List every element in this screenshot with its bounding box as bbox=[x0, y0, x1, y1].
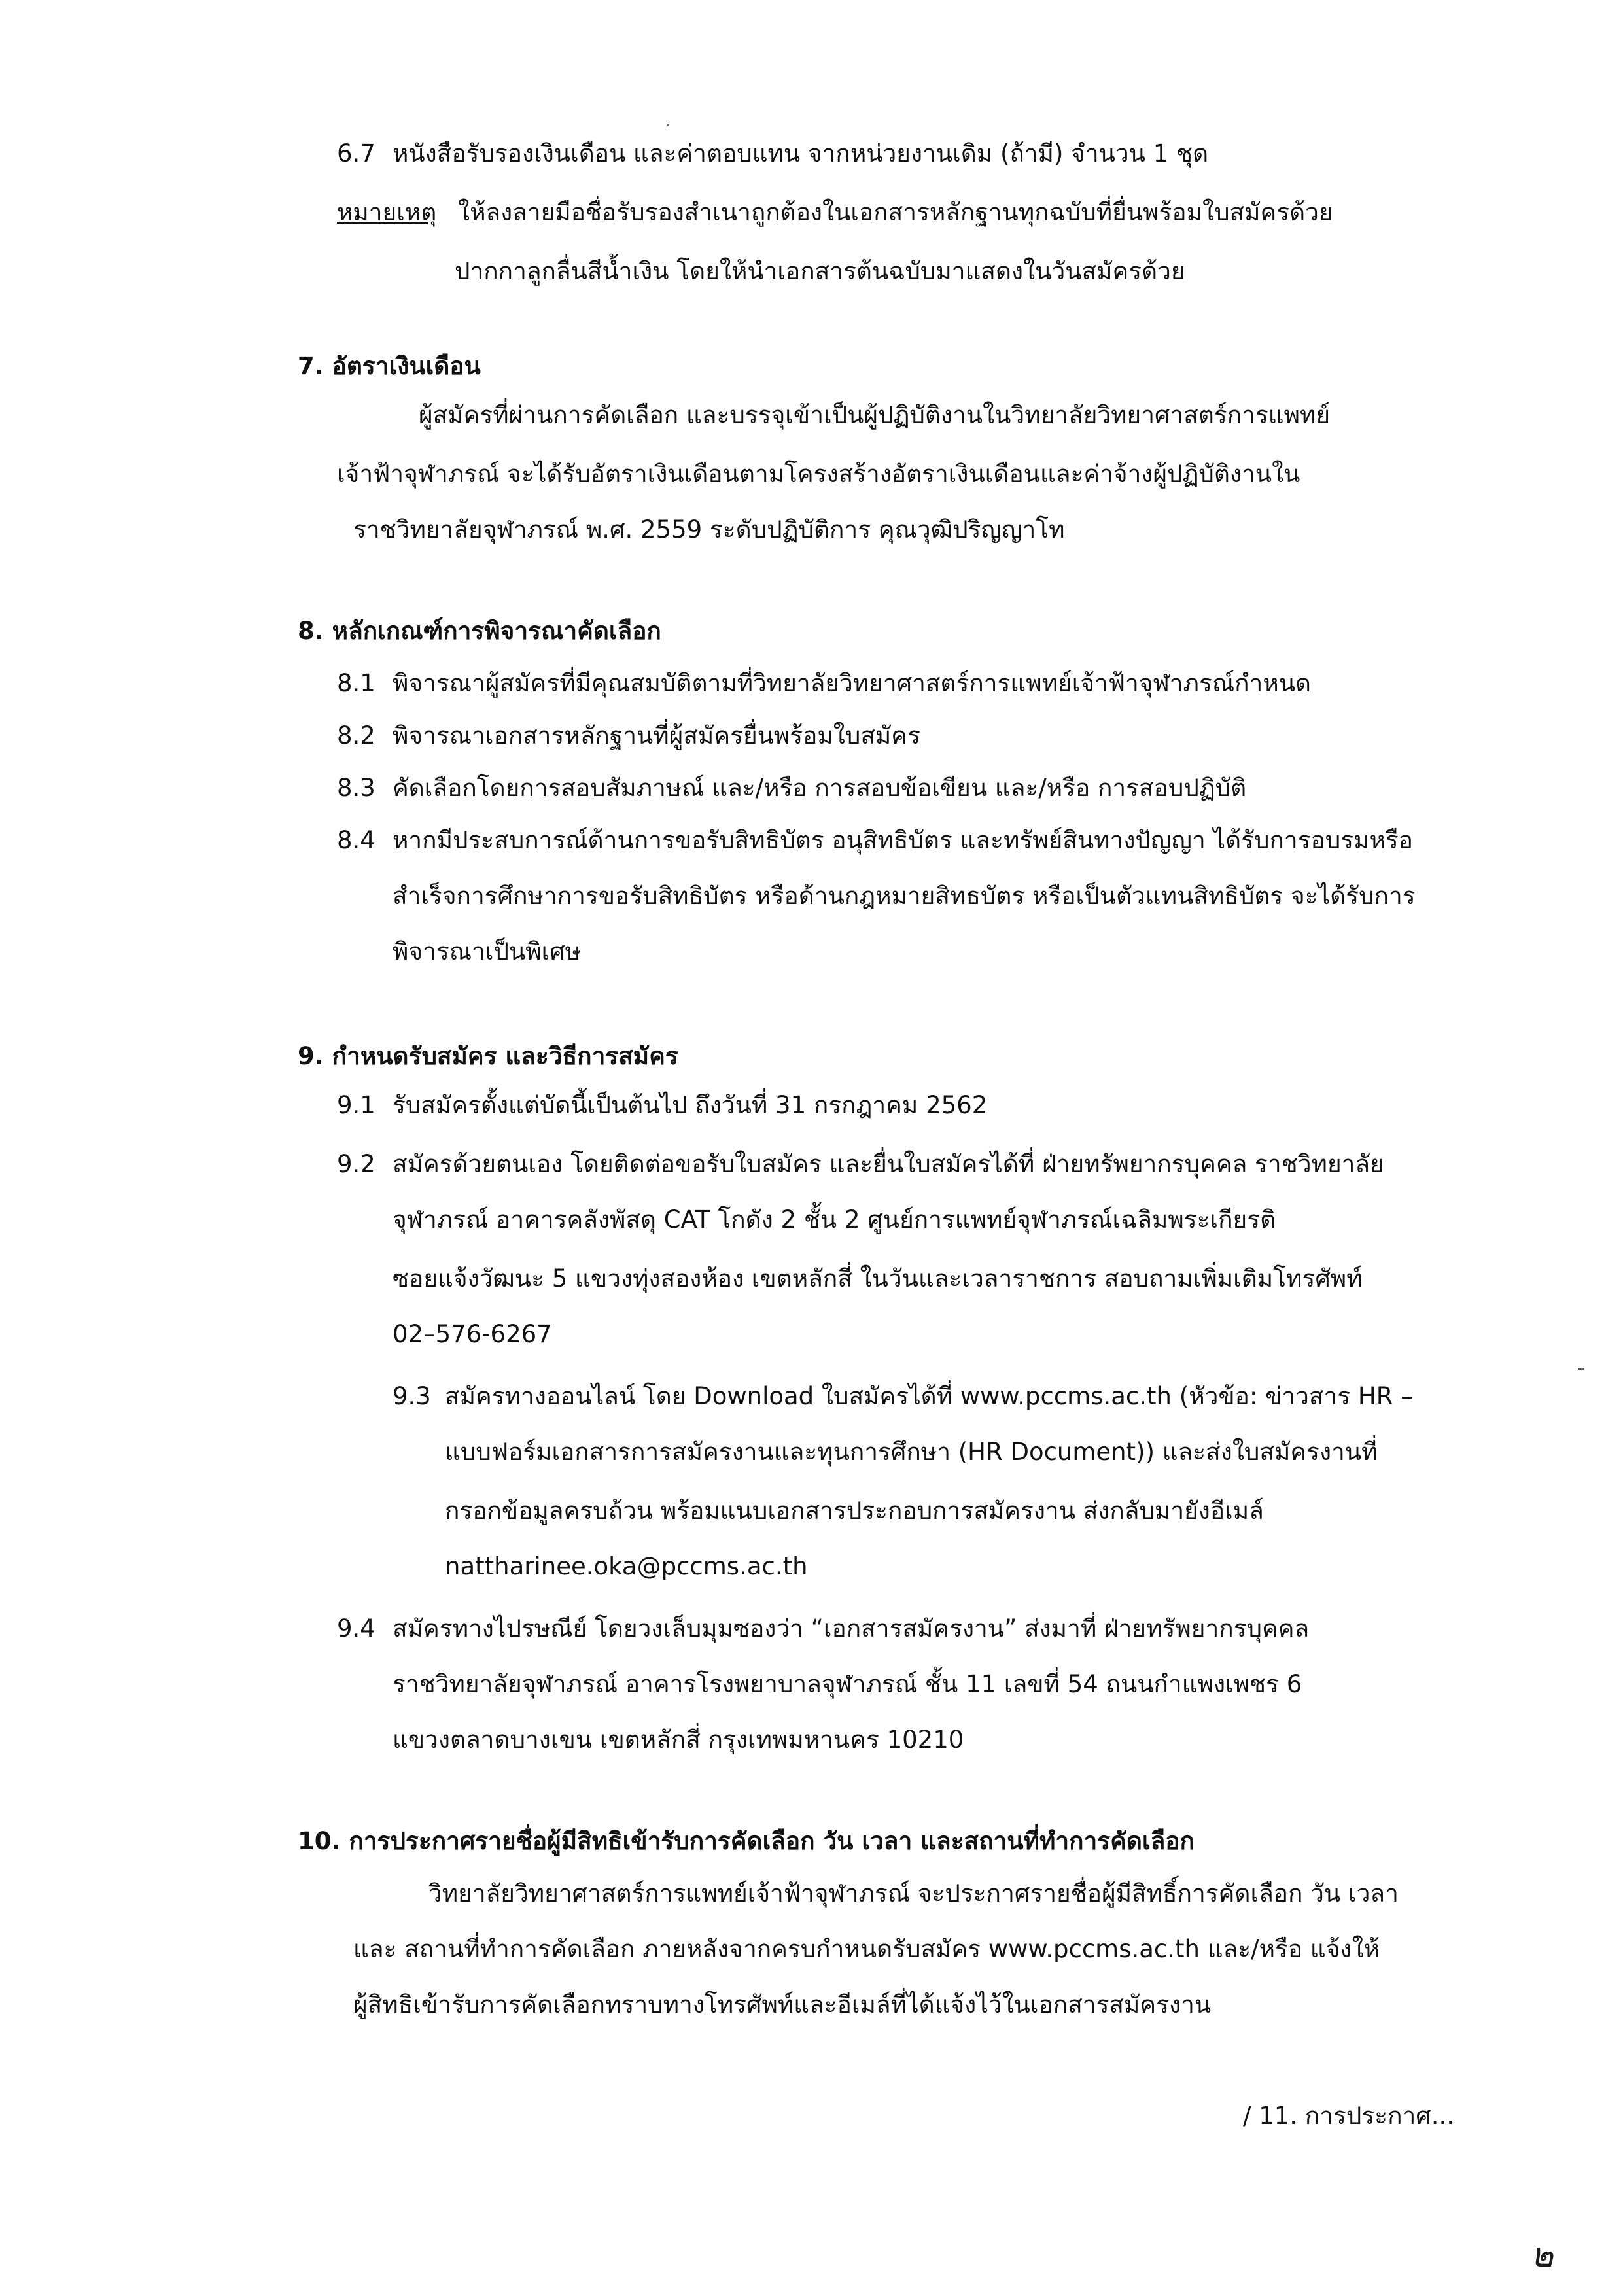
item-9-2-line-2: จุฬาภรณ์ อาคารคลังพัสดุ CAT โกดัง 2 ชั้น 2 ศูนย์การแพทย์จุฬาภรณ์เฉลิมพระเกียรติ bbox=[393, 1206, 1276, 1234]
section-7-line-3: ราชวิทยาลัยจุฬาภรณ์ พ.ศ. 2559 ระดับปฏิบัติการ คุณวุฒิปริญญาโท bbox=[353, 515, 1065, 544]
note-line-2: ปากกาลูกลื่นสีน้ำเงิน โดยให้นำเอกสารต้นฉบับมาแสดงในวันสมัครด้วย bbox=[455, 257, 1185, 285]
item-8-4-line-2: สำเร็จการศึกษาการขอรับสิทธิบัตร หรือด้านกฎหมายสิทธบัตร หรือเป็นตัวแทนสิทธิบัตร จะได้รับการ bbox=[393, 882, 1416, 910]
item-9-2-line-1: สมัครด้วยตนเอง โดยติดต่อขอรับใบสมัคร และยื่นใบสมัครได้ที่ ฝ่ายทรัพยากรบุคคล ราชวิทยาลัย bbox=[393, 1150, 1384, 1178]
item-8-4-line-3: พิจารณาเป็นพิเศษ bbox=[393, 937, 582, 965]
section-7-heading: 7. อัตราเงินเดือน bbox=[298, 352, 481, 380]
note-line-1: ให้ลงลายมือชื่อรับรองสำเนาถูกต้องในเอกสารหลักฐานทุกฉบับที่ยื่นพร้อมใบสมัครด้วย bbox=[458, 198, 1333, 226]
scan-speck bbox=[667, 124, 669, 126]
item-6-7-number: 6.7 bbox=[337, 139, 375, 167]
continuation-marker: / 11. การประกาศ... bbox=[1243, 2102, 1455, 2130]
item-9-4-line-1: สมัครทางไปรษณีย์ โดยวงเล็บมุมซองว่า “เอกสารสมัครงาน” ส่งมาที่ ฝ่ายทรัพยากรบุคคล bbox=[393, 1614, 1310, 1643]
note-label: หมายเหตุ bbox=[337, 198, 437, 226]
item-9-2-number: 9.2 bbox=[337, 1150, 375, 1178]
item-8-1-number: 8.1 bbox=[337, 669, 375, 697]
item-8-4-line-1: หากมีประสบการณ์ด้านการขอรับสิทธิบัตร อนุสิทธิบัตร และทรัพย์สินทางปัญญา ได้รับการอบรมหรือ bbox=[393, 826, 1413, 854]
handwritten-page-mark: ๒ bbox=[1531, 2236, 1554, 2275]
section-7-line-2: เจ้าฟ้าจุฬาภรณ์ จะได้รับอัตราเงินเดือนตามโครงสร้างอัตราเงินเดือนและค่าจ้างผู้ปฏิบัติงานใน bbox=[337, 460, 1300, 488]
item-8-3-number: 8.3 bbox=[337, 774, 375, 802]
item-9-2-line-3: ซอยแจ้งวัฒนะ 5 แขวงทุ่งสองห้อง เขตหลักสี่ ในวันและเวลาราชการ สอบถามเพิ่มเติมโทรศัพท์ bbox=[393, 1264, 1363, 1293]
item-9-1-text: รับสมัครตั้งแต่บัดนี้เป็นต้นไป ถึงวันที่ 31 กรกฎาคม 2562 bbox=[393, 1091, 988, 1119]
item-9-4-number: 9.4 bbox=[337, 1614, 375, 1643]
item-9-3-line-1: สมัครทางออนไลน์ โดย Download ใบสมัครได้ที่ www.pccms.ac.th (หัวข้อ: ข่าวสาร HR – bbox=[445, 1382, 1413, 1410]
item-8-4-number: 8.4 bbox=[337, 826, 375, 854]
item-9-4-line-3: แขวงตลาดบางเขน เขตหลักสี่ กรุงเทพมหานคร 10210 bbox=[393, 1726, 964, 1754]
section-7-line-1: ผู้สมัครที่ผ่านการคัดเลือก และบรรจุเข้าเป็นผู้ปฏิบัติงานในวิทยาลัยวิทยาศาสตร์การแพทย์ bbox=[419, 401, 1331, 429]
item-9-3-line-4: nattharinee.oka@pccms.ac.th bbox=[445, 1552, 808, 1580]
item-9-3-line-3: กรอกข้อมูลครบถ้วน พร้อมแนบเอกสารประกอบการสมัครงาน ส่งกลับมายังอีเมล์ bbox=[445, 1497, 1264, 1525]
section-9-heading: 9. กำหนดรับสมัคร และวิธีการสมัคร bbox=[298, 1042, 678, 1070]
section-8-heading: 8. หลักเกณฑ์การพิจารณาคัดเลือก bbox=[298, 617, 661, 645]
item-9-4-line-2: ราชวิทยาลัยจุฬาภรณ์ อาคารโรงพยาบาลจุฬาภรณ์ ชั้น 11 เลขที่ 54 ถนนกำแพงเพชร 6 bbox=[393, 1670, 1302, 1698]
section-10-line-1: วิทยาลัยวิทยาศาสตร์การแพทย์เจ้าฟ้าจุฬาภรณ์ จะประกาศรายชื่อผู้มีสิทธิ์การคัดเลือก วัน เวลา bbox=[428, 1879, 1399, 1907]
section-10-line-2: และ สถานที่ทำการคัดเลือก ภายหลังจากครบกำหนดรับสมัคร www.pccms.ac.th และ/หรือ แจ้งให้ bbox=[353, 1935, 1380, 1963]
item-9-3-number: 9.3 bbox=[393, 1382, 431, 1410]
item-9-2-line-4: 02–576-6267 bbox=[393, 1320, 552, 1348]
item-8-1-text: พิจารณาผู้สมัครที่มีคุณสมบัติตามที่วิทยาลัยวิทยาศาสตร์การแพทย์เจ้าฟ้าจุฬาภรณ์กำหนด bbox=[393, 669, 1312, 697]
item-8-2-number: 8.2 bbox=[337, 722, 375, 750]
item-9-3-line-2: แบบฟอร์มเอกสารการสมัครงานและทุนการศึกษา (HR Document)) และส่งใบสมัครงานที่ bbox=[445, 1438, 1378, 1466]
scan-dash bbox=[1578, 1368, 1584, 1370]
item-8-3-text: คัดเลือกโดยการสอบสัมภาษณ์ และ/หรือ การสอบข้อเขียน และ/หรือ การสอบปฏิบัติ bbox=[393, 774, 1247, 802]
section-10-heading: 10. การประกาศรายชื่อผู้มีสิทธิเข้ารับการคัดเลือก วัน เวลา และสถานที่ทำการคัดเลือก bbox=[298, 1827, 1195, 1855]
item-9-1-number: 9.1 bbox=[337, 1091, 375, 1119]
section-10-line-3: ผู้สิทธิเข้ารับการคัดเลือกทราบทางโทรศัพท์และอีเมล์ที่ได้แจ้งไว้ในเอกสารสมัครงาน bbox=[353, 1991, 1212, 2019]
item-8-2-text: พิจารณาเอกสารหลักฐานที่ผู้สมัครยื่นพร้อมใบสมัคร bbox=[393, 722, 920, 750]
item-6-7-text: หนังสือรับรองเงินเดือน และค่าตอบแทน จากหน่วยงานเดิม (ถ้ามี) จำนวน 1 ชุด bbox=[393, 139, 1209, 167]
